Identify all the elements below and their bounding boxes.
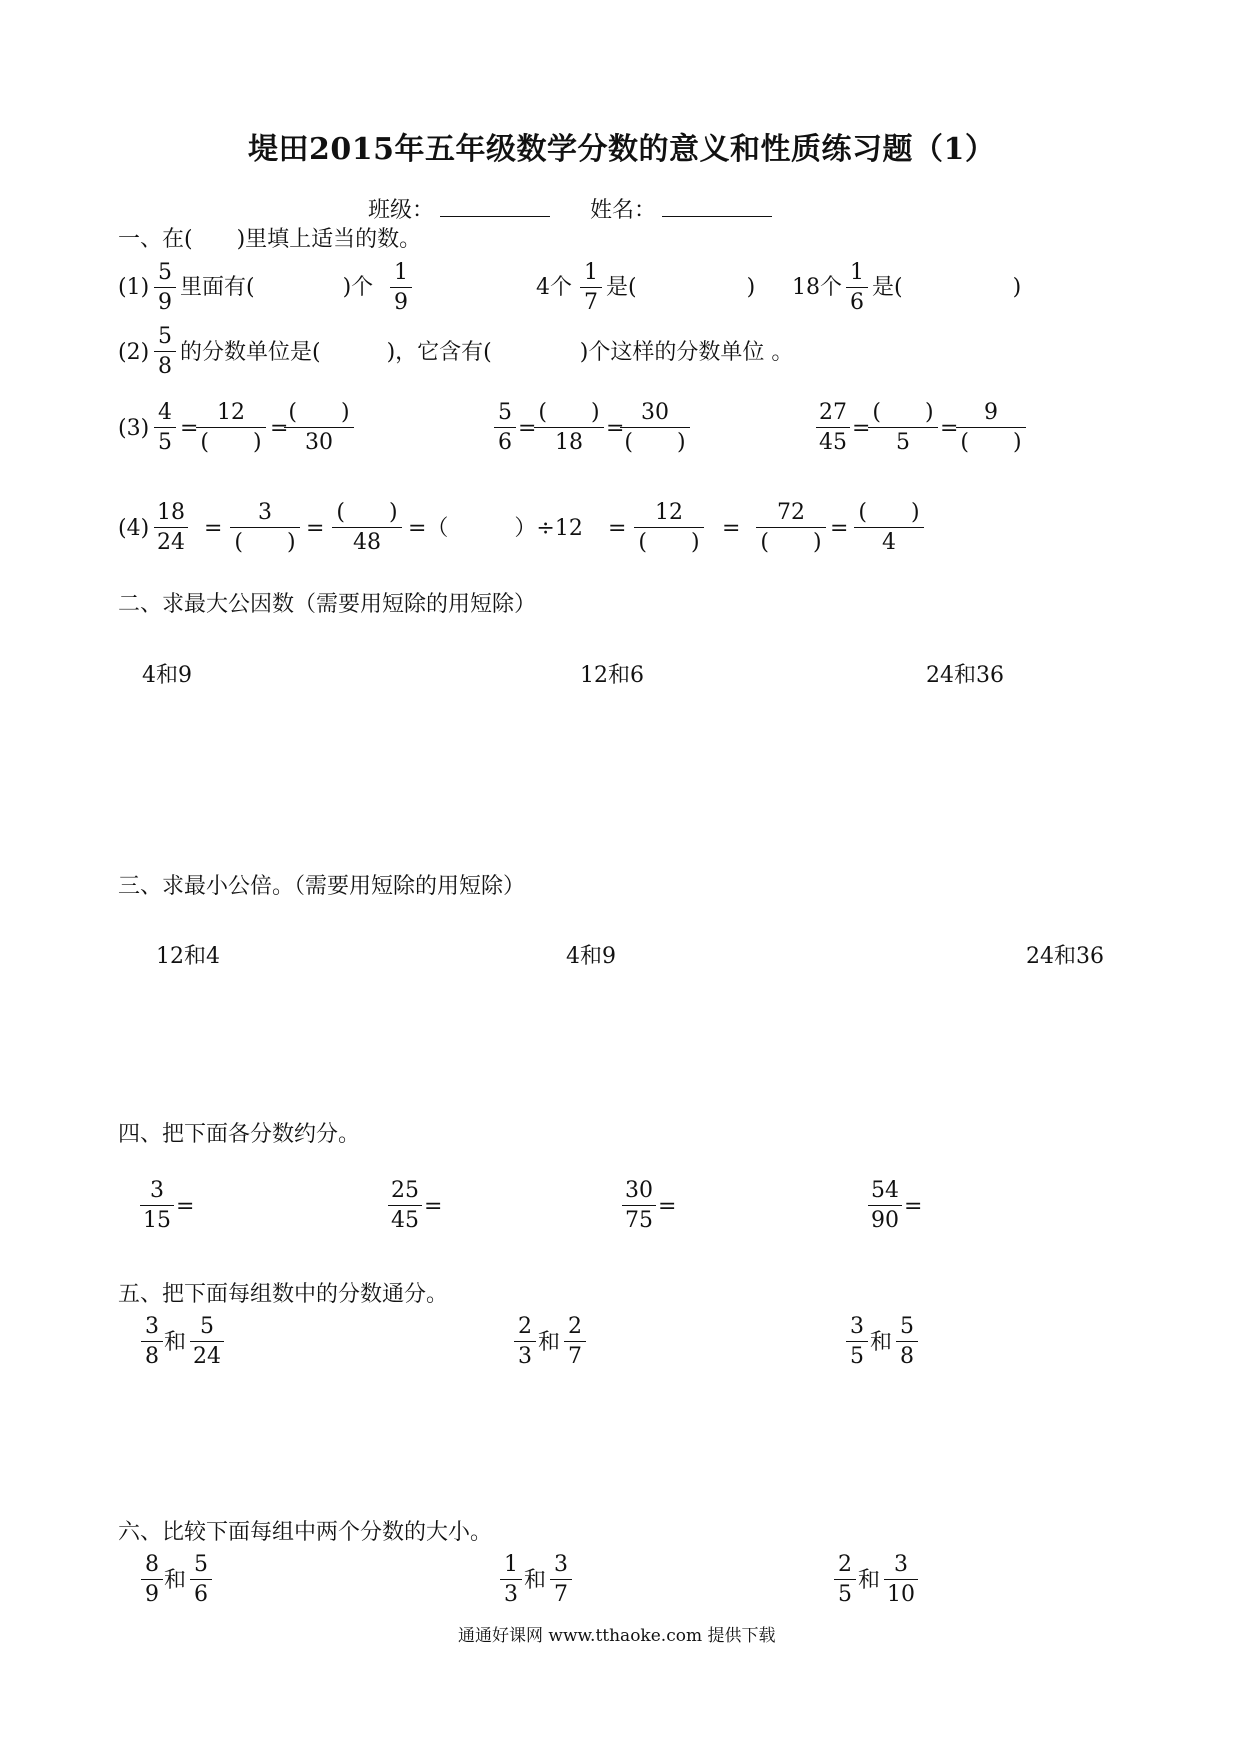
fraction: 9 ( ) [956, 402, 1026, 454]
and-joiner: 和 [858, 1568, 881, 1593]
lcm-item: 4和9 [566, 944, 616, 969]
fraction: ( ) 18 [534, 402, 604, 454]
fraction: 12 ( ) [634, 502, 704, 554]
fraction: 25 45 [388, 1180, 422, 1232]
equals-sign: = [722, 516, 741, 541]
fraction: 2 7 [564, 1316, 586, 1368]
division-blank: =（ ）÷12 [408, 516, 583, 541]
q4-label: (4) [118, 516, 150, 541]
and-joiner: 和 [164, 1568, 187, 1593]
lcm-item: 12和4 [156, 944, 220, 969]
equals-sign: = [830, 516, 849, 541]
fraction: 5 9 [154, 262, 176, 314]
fraction: 5 8 [154, 326, 176, 378]
class-blank-line [440, 192, 550, 217]
section-1-heading: 一、在( )里填上适当的数。 [118, 227, 422, 252]
equals-sign: = [176, 1194, 195, 1219]
section-4-heading: 四、把下面各分数约分。 [118, 1122, 361, 1147]
q3-label: (3) [118, 416, 150, 441]
equals-sign: = [940, 416, 959, 441]
fraction: 30 ( ) [620, 402, 690, 454]
fraction: ( ) 30 [284, 402, 354, 454]
fraction: 5 8 [896, 1316, 918, 1368]
equals-sign: = [904, 1194, 923, 1219]
equals-sign: = [270, 416, 289, 441]
page-title: 堤田2015年五年级数学分数的意义和性质练习题（1） [248, 132, 996, 167]
q1-text-3: 是( ) [606, 275, 756, 300]
name-field [590, 192, 772, 222]
section-6-heading: 六、比较下面每组中两个分数的大小。 [118, 1520, 493, 1545]
fraction: 3 8 [141, 1316, 163, 1368]
fraction: 3 ( ) [230, 502, 300, 554]
gcd-item: 4和9 [142, 663, 192, 688]
equals-sign: = [518, 416, 537, 441]
fraction: 12 ( ) [196, 402, 266, 454]
fraction: 3 7 [550, 1554, 572, 1606]
fraction: 1 6 [846, 262, 868, 314]
fraction: 30 75 [622, 1180, 656, 1232]
fraction: ( ) 4 [854, 502, 924, 554]
fraction: 1 3 [500, 1554, 522, 1606]
and-joiner: 和 [538, 1330, 561, 1355]
fraction: 18 24 [154, 502, 188, 554]
lcm-item: 24和36 [1026, 944, 1104, 969]
fraction: 3 10 [884, 1554, 918, 1606]
q2-label: (2) [118, 340, 150, 365]
q2-text: 的分数单位是( )，它含有( )个这样的分数单位 。 [180, 340, 794, 365]
q1-text-5: 是( ) [872, 275, 1022, 300]
q1-text-2: 4个 [536, 275, 572, 300]
gcd-item: 12和6 [580, 663, 644, 688]
name-blank-line [662, 192, 772, 217]
fraction: ( ) 5 [868, 402, 938, 454]
gcd-item: 24和36 [926, 663, 1004, 688]
q1-text-4: 18个 [792, 275, 842, 300]
fraction: 54 90 [868, 1180, 902, 1232]
equals-sign: = [658, 1194, 677, 1219]
equals-sign: = [606, 416, 625, 441]
equals-sign: = [852, 416, 871, 441]
and-joiner: 和 [524, 1568, 547, 1593]
fraction: 1 7 [580, 262, 602, 314]
fraction: 8 9 [141, 1554, 163, 1606]
section-5-heading: 五、把下面每组数中的分数通分。 [118, 1282, 449, 1307]
fraction: ( ) 48 [332, 502, 402, 554]
fraction: 2 5 [834, 1554, 856, 1606]
and-joiner: 和 [164, 1330, 187, 1355]
q1-text-1: 里面有( )个 [180, 275, 374, 300]
fraction: 27 45 [816, 402, 850, 454]
q1-label: (1) [118, 275, 150, 300]
and-joiner: 和 [870, 1330, 893, 1355]
fraction: 3 15 [140, 1180, 174, 1232]
equals-sign: = [180, 416, 199, 441]
fraction: 5 6 [190, 1554, 212, 1606]
fraction: 5 6 [494, 402, 516, 454]
equals-sign: = [306, 516, 325, 541]
fraction: 5 24 [190, 1316, 224, 1368]
fraction: 3 5 [846, 1316, 868, 1368]
section-2-heading: 二、求最大公因数（需要用短除的用短除） [118, 592, 537, 617]
footer-source: 通通好课网 www.tthaoke.com 提供下载 [458, 1626, 776, 1646]
equals-sign: = [424, 1194, 443, 1219]
equals-sign: = [204, 516, 223, 541]
class-label: 班级： [368, 198, 435, 223]
class-field [368, 192, 550, 222]
fraction: 4 5 [154, 402, 176, 454]
section-3-heading: 三、求最小公倍。（需要用短除的用短除） [118, 874, 526, 899]
name-label: 姓名： [590, 198, 657, 223]
fraction: 1 9 [390, 262, 412, 314]
fraction: 72 ( ) [756, 502, 826, 554]
fraction: 2 3 [514, 1316, 536, 1368]
equals-sign: = [608, 516, 627, 541]
